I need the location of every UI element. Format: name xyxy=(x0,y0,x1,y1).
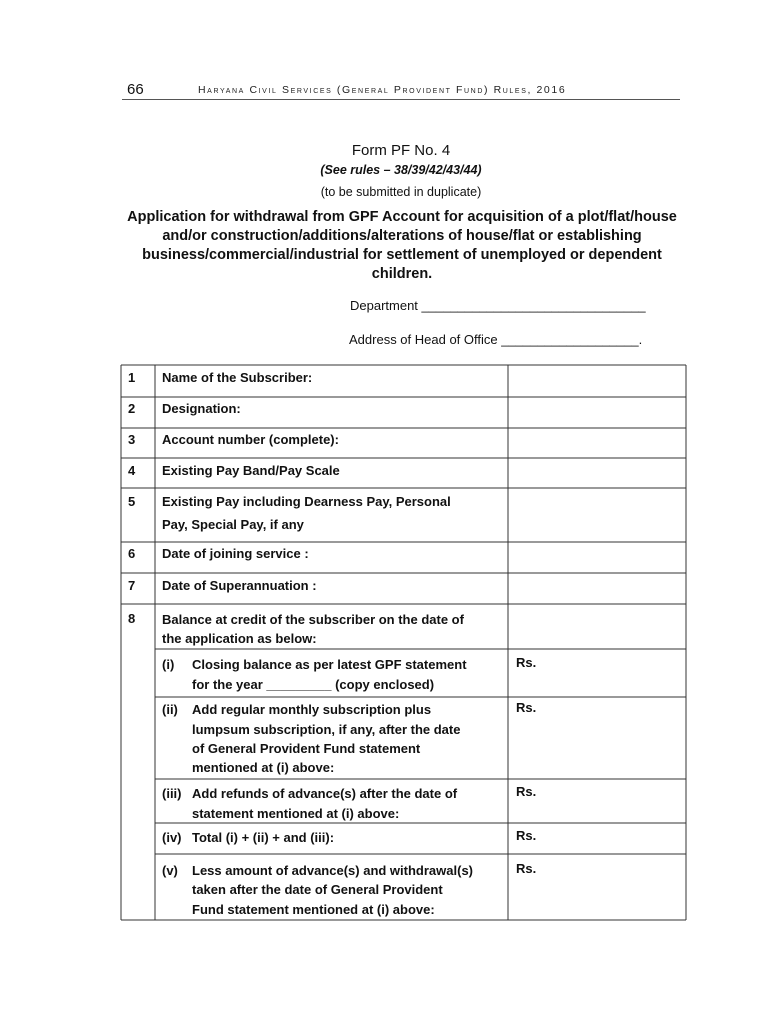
subrow-label-line: for the year _________ (copy enclosed) xyxy=(192,677,435,692)
row-label-joining-date: Date of joining service : xyxy=(162,546,309,561)
row-label-superannuation-date: Date of Superannuation : xyxy=(162,578,317,593)
subrow-label-line: Add regular monthly subscription plus xyxy=(192,702,432,717)
subrow-number: (ii) xyxy=(162,702,178,717)
row-label-existing-pay-line1: Existing Pay including Dearness Pay, Personal xyxy=(162,494,451,509)
row-label-subscriber-name: Name of the Subscriber: xyxy=(162,370,313,385)
row-label-existing-pay-line2: Pay, Special Pay, if any xyxy=(162,517,304,532)
header-rule xyxy=(122,99,680,100)
department-line: Department _______________________________ xyxy=(350,298,646,313)
row-number: 3 xyxy=(128,432,136,447)
subrow-number: (iv) xyxy=(162,830,182,845)
subrow-label-line: statement mentioned at (i) above: xyxy=(192,806,400,821)
running-head: Haryana Civil Services (General Provident Fund) Rules, 2016 xyxy=(198,84,567,96)
subrow-label-line: Add refunds of advance(s) after the date of xyxy=(192,786,458,801)
amount-rs-label: Rs. xyxy=(516,828,537,843)
row-number: 4 xyxy=(128,463,136,478)
subrow-number: (v) xyxy=(162,863,178,878)
form-rules: (See rules – 38/39/42/43/44) xyxy=(320,163,482,177)
application-title: Application for withdrawal from GPF Account for acquisition of a plot/flat/house and/or construction/additions/alterations of house/flat or establishing business/commercial/industrial for settlement of unemployed or dependent children. xyxy=(127,209,677,282)
row-number: 6 xyxy=(128,546,136,561)
row-label-pay-band: Existing Pay Band/Pay Scale xyxy=(162,463,340,478)
row-label-designation: Designation: xyxy=(162,401,241,416)
subrow-label-line: Fund statement mentioned at (i) above: xyxy=(192,902,435,917)
row-label-balance-line2: the application as below: xyxy=(162,631,317,646)
row-number: 8 xyxy=(128,611,136,626)
subrow-label-line: Less amount of advance(s) and withdrawal(s) xyxy=(192,863,473,878)
address-line: Address of Head of Office ___________________. xyxy=(349,332,643,347)
row-number: 5 xyxy=(128,494,136,509)
row-label-balance-line1: Balance at credit of the subscriber on the date of xyxy=(162,612,464,627)
subrow-number: (i) xyxy=(162,657,175,672)
row-number: 2 xyxy=(128,401,136,416)
subrow-label-line: mentioned at (i) above: xyxy=(192,760,335,775)
subrow-label-line: of General Provident Fund statement xyxy=(192,741,421,756)
duplicate-note: (to be submitted in duplicate) xyxy=(320,185,482,199)
subrow-number: (iii) xyxy=(162,786,182,801)
amount-rs-label: Rs. xyxy=(516,700,537,715)
row-label-account-number: Account number (complete): xyxy=(162,432,339,447)
form-title: Form PF No. 4 xyxy=(351,142,451,159)
row-number: 1 xyxy=(128,370,136,385)
subrow-label-line: lumpsum subscription, if any, after the date xyxy=(192,722,461,737)
subrow-label-line: Closing balance as per latest GPF statement xyxy=(192,657,467,672)
subrow-label-line: taken after the date of General Provident xyxy=(192,882,443,897)
amount-rs-label: Rs. xyxy=(516,784,537,799)
amount-rs-label: Rs. xyxy=(516,655,537,670)
page-number: 66 xyxy=(127,81,144,98)
subrow-label-line: Total (i) + (ii) + and (iii): xyxy=(192,830,335,845)
amount-rs-label: Rs. xyxy=(516,861,537,876)
row-number: 7 xyxy=(128,578,136,593)
